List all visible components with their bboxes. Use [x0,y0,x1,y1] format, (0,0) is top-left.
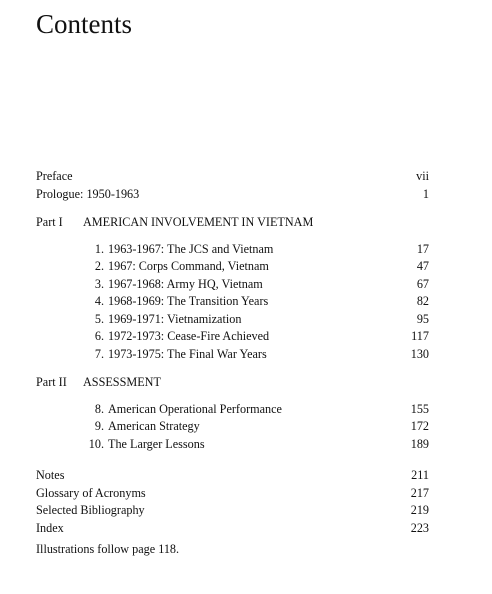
chapter-title: American Operational Performance [108,401,282,416]
chapter-title: 1967: Corps Command, Vietnam [108,259,269,273]
chapter-page: 172 [410,419,429,433]
toc-entry-notes [36,467,429,485]
chapter-page: 155 [410,401,429,416]
illustrations-note: Illustrations follow page 118. [36,542,180,556]
toc-chapter [36,436,429,454]
toc-entry-page: 217 [410,485,429,500]
chapter-title: 1969-1971: Vietnamization [108,311,242,326]
table-of-contents [36,168,429,537]
toc-chapter [36,311,429,329]
toc-entry-page: 211 [411,468,429,482]
toc-entry-label: Index [36,520,64,535]
part-title: ASSESSMENT [83,375,161,389]
chapter-page: 82 [416,294,429,308]
chapter-number: 9. [94,419,104,433]
toc-entry-glossary [36,485,429,503]
chapter-page: 17 [416,241,429,256]
toc-entry-label: Notes [36,468,65,482]
part-title: AMERICAN INVOLVEMENT IN VIETNAM [83,215,314,229]
toc-chapter [36,346,429,364]
page-title: Contents [36,9,133,39]
chapter-number: 5. [94,311,104,326]
toc-entry-prologue [36,186,429,204]
chapter-title: 1963-1967: The JCS and Vietnam [108,241,274,256]
chapter-number: 8. [94,401,104,416]
toc-entry-page: 1 [422,186,429,201]
toc-chapter [36,258,429,276]
chapter-page: 189 [410,436,429,451]
toc-chapter [36,418,429,436]
chapter-number: 10. [88,436,104,451]
chapter-title: American Strategy [108,419,200,433]
part-heading-1 [36,214,429,232]
chapter-page: 95 [416,311,429,326]
chapter-number: 2. [94,259,104,273]
toc-entry-preface [36,168,429,186]
chapter-number: 4. [94,294,104,308]
toc-chapter [36,293,429,311]
toc-entry-bibliography [36,502,429,520]
toc-entry-page: 223 [410,520,429,535]
chapter-title: 1973-1975: The Final War Years [108,346,267,361]
toc-chapter [36,328,429,346]
part-number: Part II [36,375,67,389]
toc-entry-page: vii [416,169,429,183]
chapter-title: 1972-1973: Cease-Fire Achieved [108,329,270,343]
chapter-number: 3. [94,276,104,291]
toc-entry-page: 219 [410,503,429,517]
toc-entry-label: Glossary of Acronyms [36,485,146,500]
chapter-title: The Larger Lessons [108,436,205,451]
chapter-number: 6. [94,329,104,343]
chapter-page: 47 [416,259,429,273]
chapter-title: 1967-1968: Army HQ, Vietnam [108,276,263,291]
chapter-number: 1. [94,241,104,256]
chapter-page: 117 [411,329,429,343]
toc-chapter [36,401,429,419]
chapter-page: 67 [416,276,429,291]
part-number: Part I [36,215,63,229]
chapter-title: 1968-1969: The Transition Years [108,294,269,308]
chapter-number: 7. [94,346,104,361]
part-heading-2 [36,374,429,392]
toc-entry-index [36,520,429,538]
toc-entry-label: Prologue: 1950-1963 [36,186,140,201]
toc-chapter [36,241,429,259]
toc-entry-label: Preface [36,169,73,183]
chapter-page: 130 [410,346,429,361]
toc-chapter [36,276,429,294]
toc-entry-label: Selected Bibliography [36,503,145,517]
